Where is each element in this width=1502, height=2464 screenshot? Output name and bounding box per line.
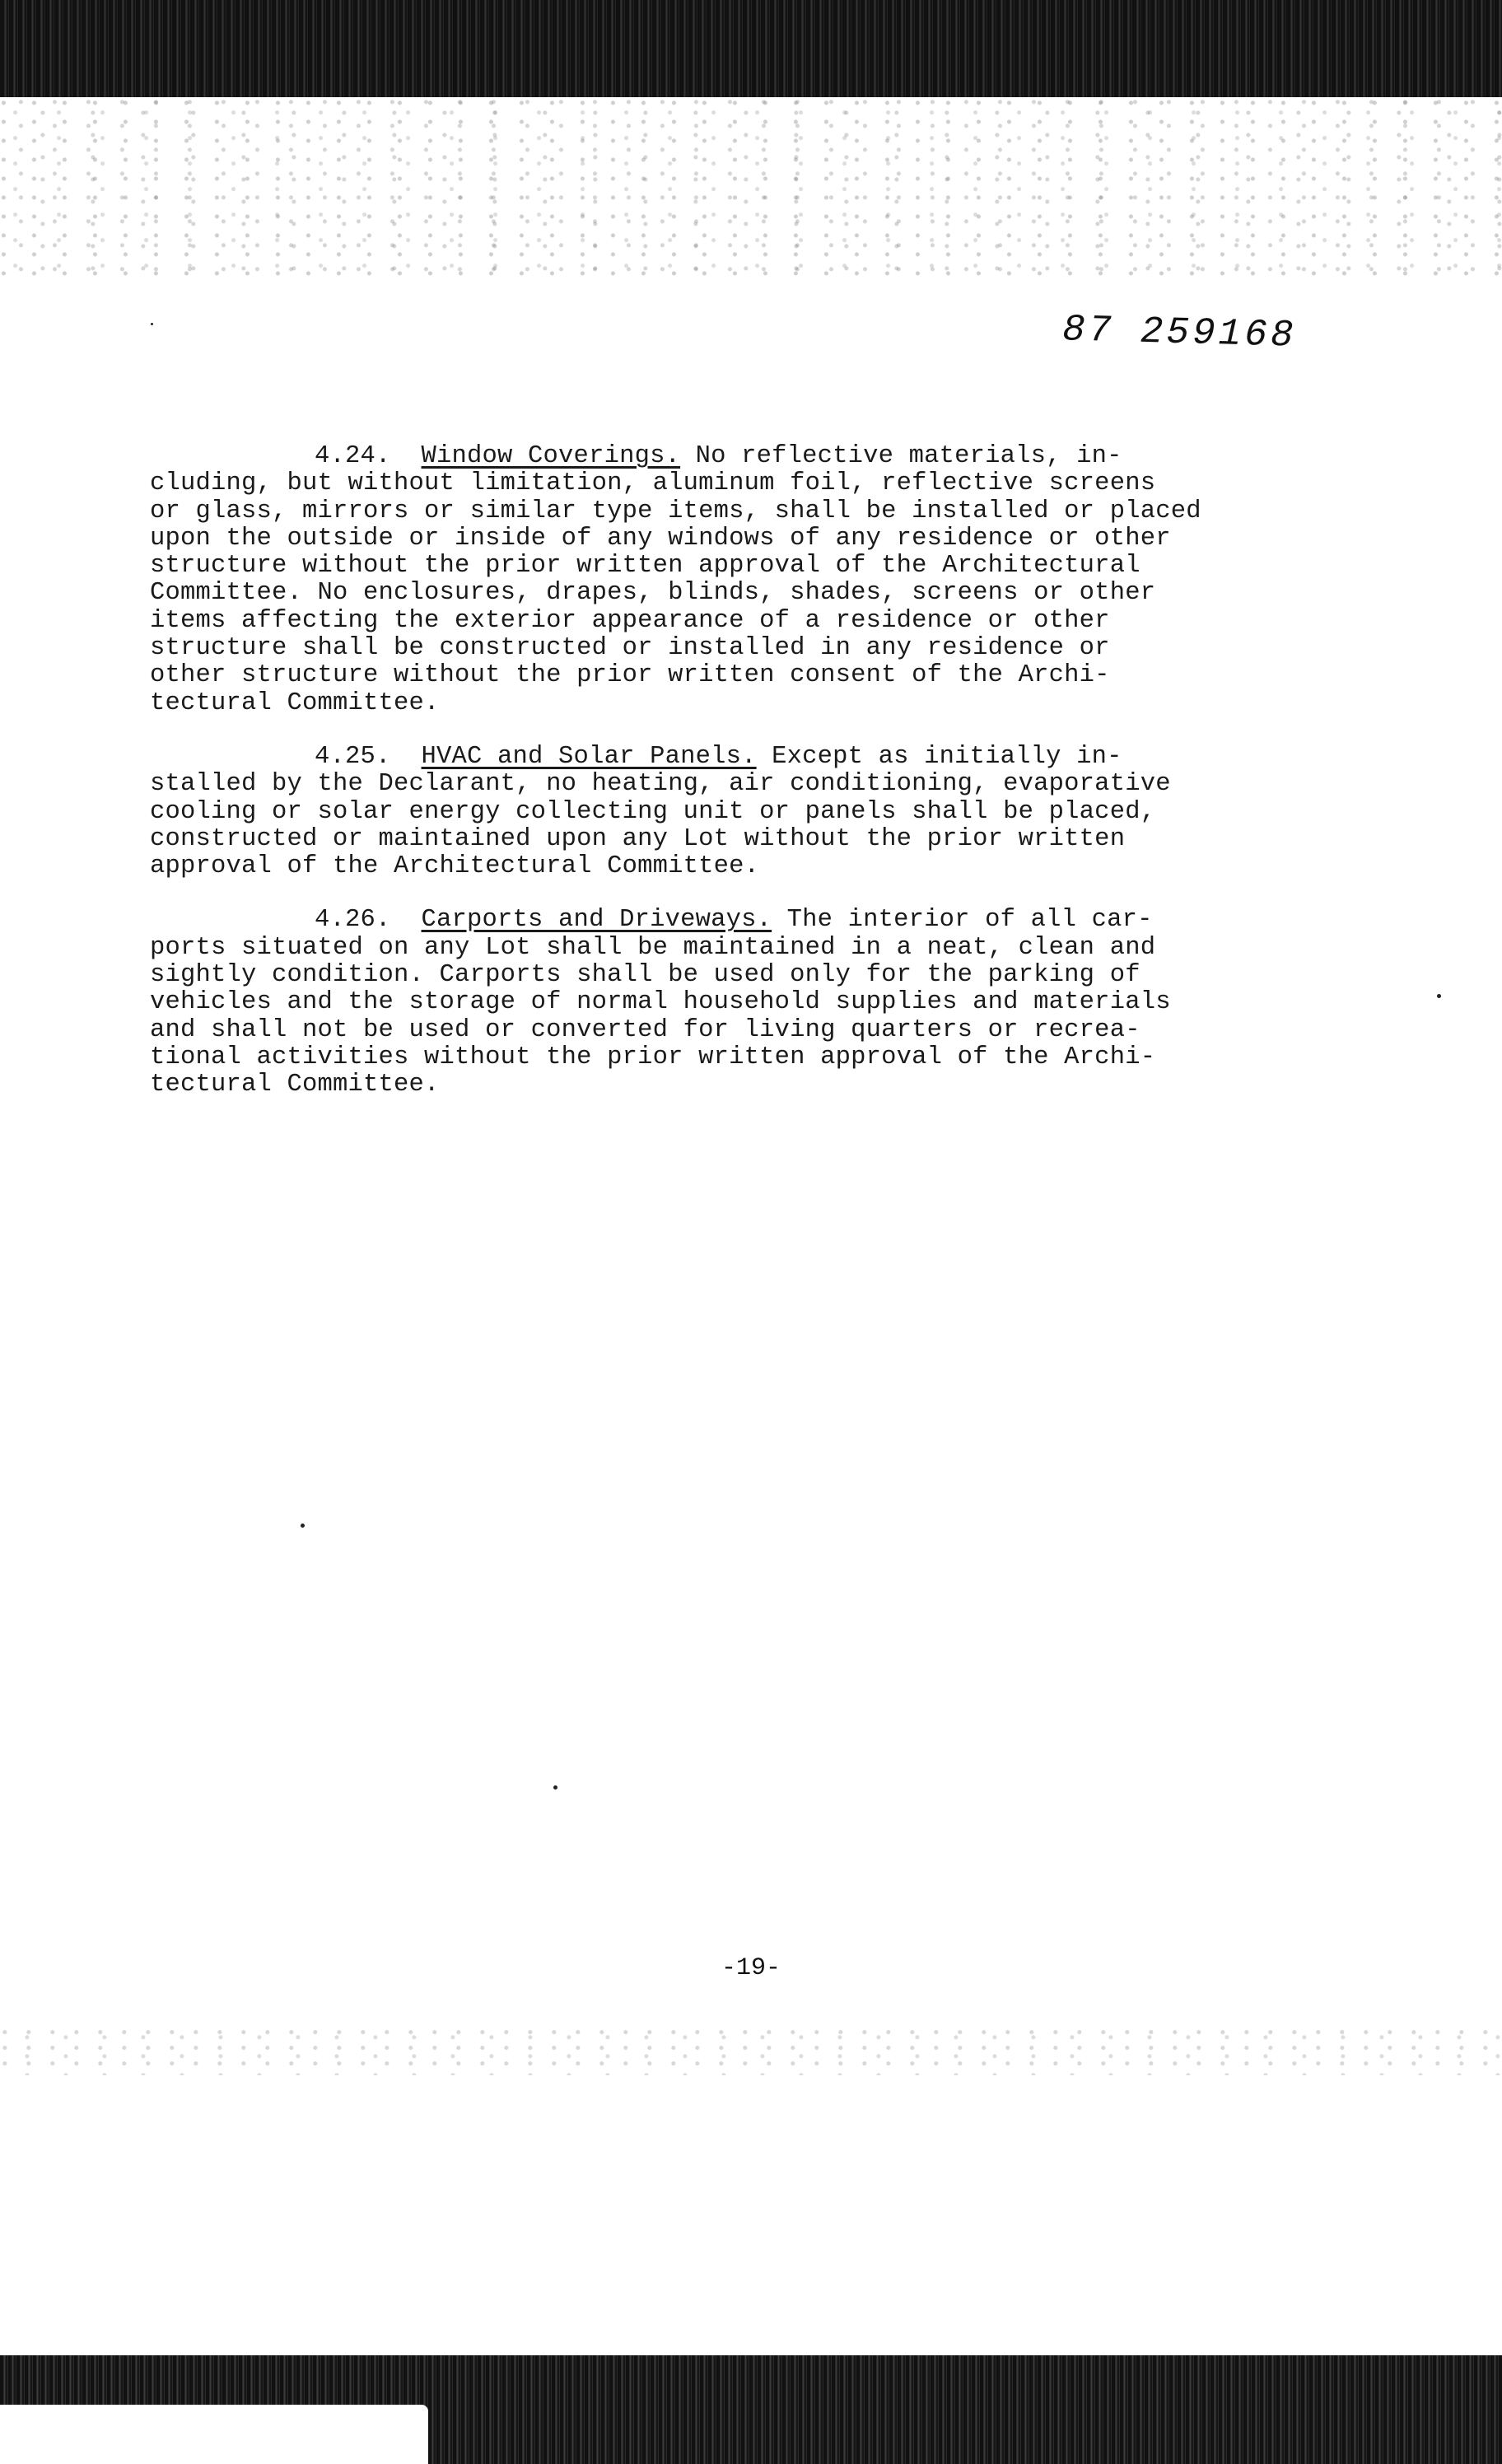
section-4-25	[150, 744, 1418, 880]
section-line: and shall not be used or converted for living quarters or recrea-	[150, 1015, 1140, 1044]
section-line: sightly condition. Carports shall be used only for the parking of	[150, 961, 1140, 990]
section-line: Committee. No enclosures, drapes, blinds, shades, screens or other	[150, 579, 1156, 608]
section-line: other structure without the prior written consent of the Archi-	[150, 661, 1110, 690]
section-line: stalled by the Declarant, no heating, air conditioning, evaporative	[150, 770, 1171, 799]
scan-border-bottom-gap	[0, 2405, 428, 2464]
scan-speck	[301, 1524, 305, 1528]
section-heading: HVAC and Solar Panels.	[421, 742, 757, 771]
section-line: approval of the Architectural Committee.	[150, 852, 760, 881]
section-line: structure without the prior written approval of the Architectural	[150, 552, 1140, 581]
scan-border-top	[0, 0, 1502, 97]
section-text: No reflective materials, in-	[680, 442, 1122, 470]
scan-speck	[151, 323, 153, 325]
section-number: 4.24.	[315, 442, 391, 470]
section-4-24	[150, 443, 1418, 717]
section-number: 4.25.	[315, 742, 391, 771]
section-4-26	[150, 907, 1418, 1099]
section-line: tectural Committee.	[150, 688, 440, 717]
section-heading: Carports and Driveways.	[421, 906, 772, 935]
section-text: The interior of all car-	[772, 906, 1153, 935]
section-first-line	[150, 744, 1418, 771]
section-line: upon the outside or inside of any windows of any residence or other	[150, 524, 1171, 553]
section-line: vehicles and the storage of normal household supplies and materials	[150, 988, 1171, 1017]
section-line: items affecting the exterior appearance of a residence or other	[150, 606, 1110, 635]
section-first-line	[150, 443, 1418, 470]
page-number: -19-	[721, 1954, 781, 1982]
section-first-line	[150, 907, 1418, 934]
scan-noise-top	[0, 97, 1502, 287]
scan-speck	[1437, 994, 1441, 998]
section-line: cluding, but without limitation, aluminum foil, reflective screens	[150, 469, 1156, 498]
section-text: Except as initially in-	[756, 742, 1122, 771]
section-line: tional activities without the prior written approval of the Archi-	[150, 1043, 1156, 1071]
document-body	[150, 443, 1418, 1126]
section-line: ports situated on any Lot shall be maintained in a neat, clean and	[150, 933, 1156, 962]
section-line: structure shall be constructed or installed in any residence or	[150, 634, 1110, 663]
section-number: 4.26.	[315, 906, 391, 935]
section-line: or glass, mirrors or similar type items, shall be installed or placed	[150, 497, 1201, 525]
section-heading: Window Coverings.	[421, 442, 681, 470]
document-number: 87 259168	[1061, 308, 1298, 357]
section-line: cooling or solar energy collecting unit or panels shall be placed,	[150, 797, 1156, 826]
scan-noise-bottom	[0, 2026, 1502, 2075]
scan-speck	[553, 1785, 557, 1790]
section-line: constructed or maintained upon any Lot without the prior written	[150, 824, 1126, 853]
section-line: tectural Committee.	[150, 1071, 440, 1099]
